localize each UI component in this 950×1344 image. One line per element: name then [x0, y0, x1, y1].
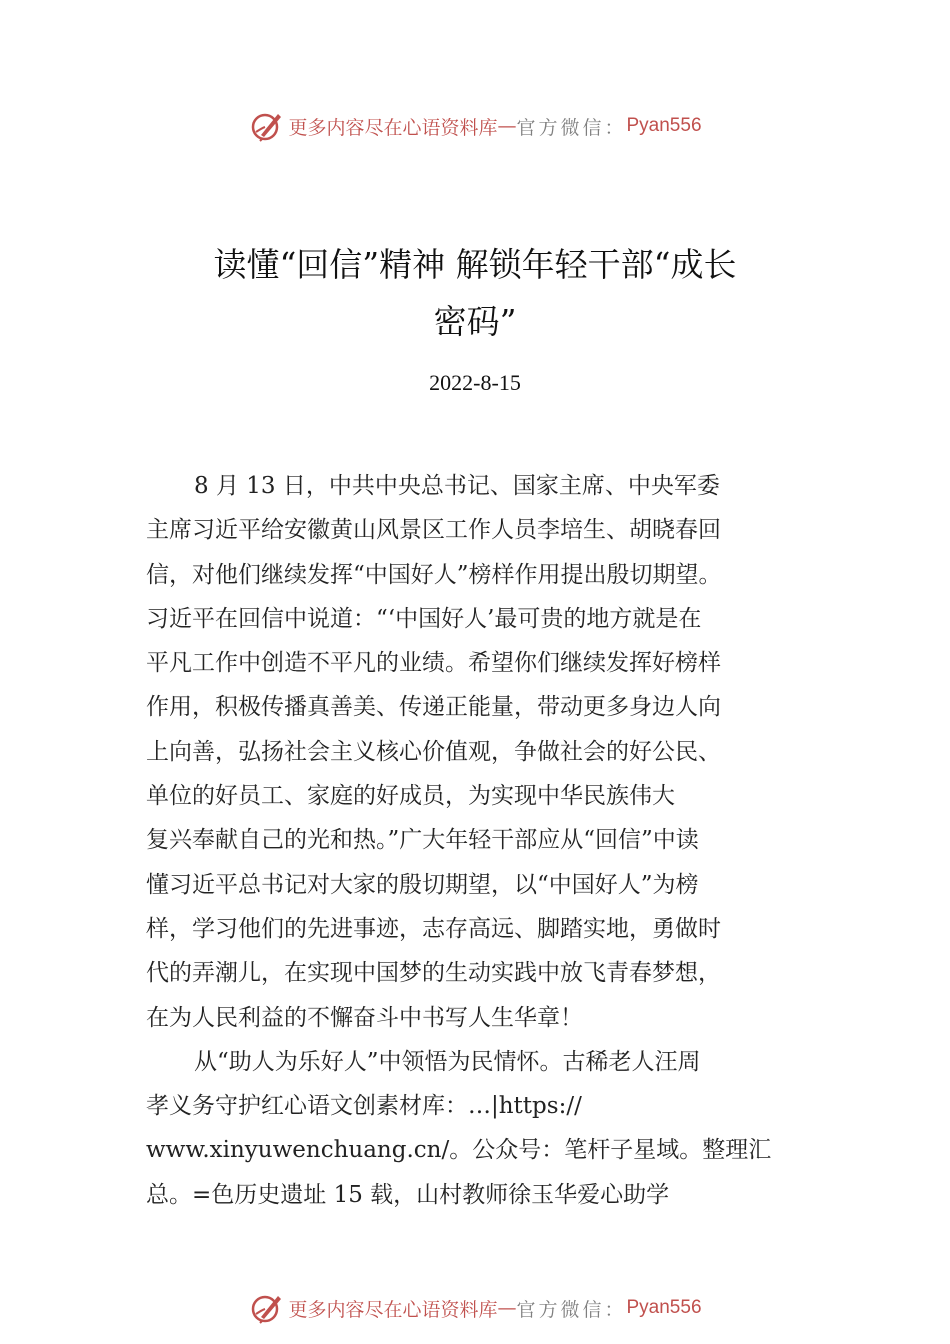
- paragraph-line: 主席习近平给安徽黄山风景区工作人员李培生、胡晓春回: [146, 517, 721, 544]
- banner-wechat-label: 官方微信：: [516, 116, 627, 139]
- quill-pen-logo-icon: [248, 1290, 284, 1326]
- paragraph-line: 样，学习他们的先进事迹，志存高远、脚踏实地，勇做时: [146, 915, 721, 942]
- paragraph-line: 从“助人为乐好人”中领悟为民情怀。古稀老人汪周: [194, 1048, 701, 1075]
- quill-pen-logo-icon: [248, 108, 284, 144]
- paragraph-line: 信，对他们继续发挥“中国好人”榜样作用提出殷切期望。: [146, 561, 722, 588]
- footer-watermark-banner: [0, 1288, 950, 1328]
- footer-wechat-id: Pyan556: [626, 1297, 702, 1318]
- banner-brand-text: 更多内容尽在心语资料库: [288, 116, 498, 139]
- header-watermark-banner: [0, 106, 950, 146]
- paragraph-line: 在为人民利益的不懈奋斗中书写人生华章！: [146, 1004, 583, 1031]
- article-body: [146, 464, 806, 1217]
- paragraph-line: www.xinyuwenchuang.cn/。公众号：笔杆子星域。整理汇: [146, 1137, 772, 1164]
- paragraph-line: 平凡工作中创造不平凡的业绩。希望你们继续发挥好榜样: [146, 650, 721, 677]
- paragraph-line: 孝义务守护红心语文创素材库：…|https://: [146, 1093, 582, 1120]
- paragraph-line: 懂习近平总书记对大家的殷切期望，以“中国好人”为榜: [146, 871, 699, 898]
- banner-separator: —: [497, 115, 517, 137]
- banner-wechat-id: Pyan556: [626, 115, 702, 136]
- paragraph-line: 代的弄潮儿，在实现中国梦的生动实践中放飞青春梦想，: [146, 960, 721, 987]
- paragraph-line: 8 月 13 日，中共中央总书记、国家主席、中央军委: [194, 473, 720, 499]
- article-title-line-2: 密码”: [433, 302, 517, 341]
- article-title-line-1: 读懂“回信”精神 解锁年轻干部“成长: [213, 245, 737, 284]
- footer-wechat-label: 官方微信：: [516, 1298, 627, 1321]
- footer-separator: —: [497, 1297, 517, 1319]
- paragraph-line: 习近平在回信中说道：“‘中国好人’最可贵的地方就是在: [146, 605, 702, 632]
- paragraph-line: 作用，积极传播真善美、传递正能量，带动更多身边人向: [146, 694, 721, 721]
- paragraph-line: 复兴奉献自己的光和热。”广大年轻干部应从“回信”中读: [146, 827, 699, 854]
- paragraph-line: 上向善，弘扬社会主义核心价值观，争做社会的好公民、: [146, 738, 721, 765]
- paragraph-line: 总。=色历史遗址 15 载，山村教师徐玉华爱心助学: [146, 1181, 670, 1208]
- article-date: 2022-8-15: [429, 370, 521, 395]
- article-title: [140, 236, 810, 350]
- footer-brand-text: 更多内容尽在心语资料库: [288, 1298, 498, 1321]
- paragraph-line: 单位的好员工、家庭的好成员，为实现中华民族伟大: [146, 783, 675, 810]
